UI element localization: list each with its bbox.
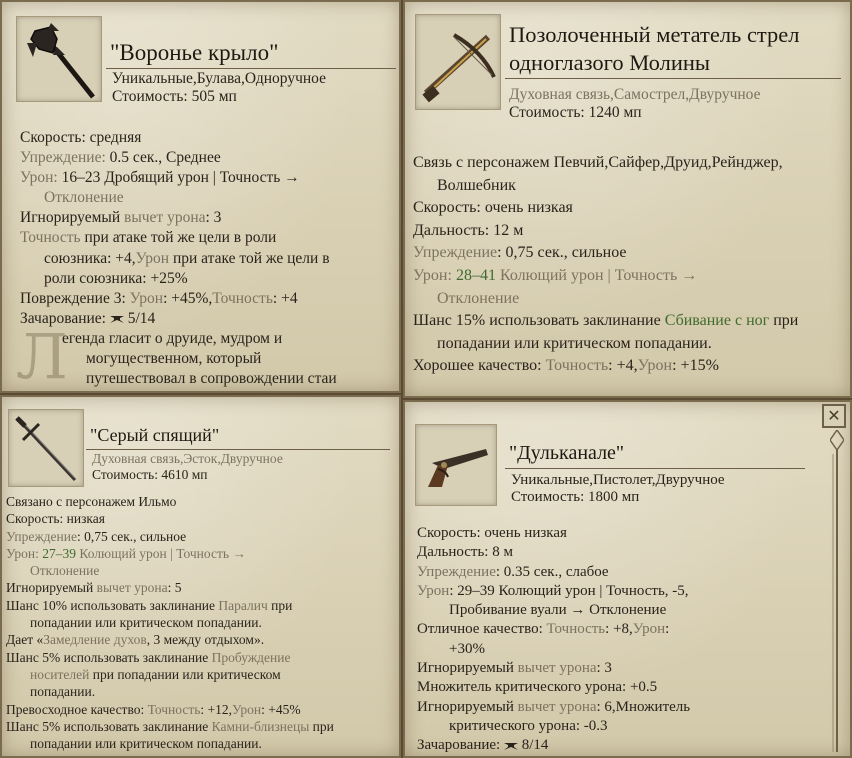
close-icon[interactable]: ✕ xyxy=(822,404,846,428)
item-icon-frame xyxy=(415,14,501,110)
item-icon-frame xyxy=(8,409,84,487)
stat-recovery: Упреждение: 0,75 сек., сильное xyxy=(6,528,187,544)
stat-spell-paralyze-cont: попадании или критическом попадании. xyxy=(30,615,262,631)
stat-enchantment: Зачарование: 5/14 xyxy=(20,309,156,327)
lore-line-1: егенда гласит о друиде, мудром и xyxy=(62,329,283,347)
stat-bound-to: Связь с персонажем Певчий,Сайфер,Друид,Рейнджер, xyxy=(413,154,783,171)
lore-line-3: путешествовал в сопровождении стаи xyxy=(86,370,337,388)
stat-damage-cont: Отклонение xyxy=(437,289,520,307)
stat-ignore-dr: Игнорируемый вычет урона: 3 xyxy=(20,209,222,227)
stat-spell-awaken-cont: носителей при попадании или критическом xyxy=(30,666,281,682)
stat-ignore-dr-2-cont: критического урона: -0.3 xyxy=(449,717,608,734)
stat-ally-damage-cont: роли союзника: +25% xyxy=(44,269,188,287)
lore-line-2: могущественном, который xyxy=(86,350,262,368)
stat-ally-accuracy-cont: союзника: +4,Урон при атаке той же цели в xyxy=(44,249,330,267)
stat-quality: Превосходное качество: Точность: +12,Урон: +45% xyxy=(6,701,301,717)
stat-grants: Дает «Замедление духов, 3 между отдыхом». xyxy=(6,632,265,648)
stat-damage-cont: Отклонение xyxy=(30,563,100,579)
item-tags: Уникальные,Булава,Одноручное xyxy=(112,70,326,87)
item-tags: Уникальные,Пистолет,Двуручное xyxy=(511,472,725,488)
stat-spell-twin-stones-cont: попадании или критическом попадании. xyxy=(30,736,262,752)
item-meta xyxy=(112,70,326,106)
stat-bound-to-cont: Волшебник xyxy=(437,176,516,194)
stat-recovery: Упреждение: 0,75 сек., сильное xyxy=(413,244,627,262)
stat-damage: Урон: 29–39 Колющий урон | Точность, -5, xyxy=(417,582,689,599)
item-stats xyxy=(417,524,837,756)
estoc-icon xyxy=(9,410,83,486)
stat-damage3: Повреждение 3: Урон: +45%,Точность: +4 xyxy=(20,289,298,307)
stat-crit-multiplier: Множитель критического урона: +0.5 xyxy=(417,679,658,696)
item-title: "Дульканале" xyxy=(509,442,625,464)
stat-speed: Скорость: очень низкая xyxy=(413,199,573,217)
stat-ignore-dr-2: Игнорируемый вычет урона: 6,Множитель xyxy=(417,698,691,715)
stat-speed: Скорость: очень низкая xyxy=(417,525,567,541)
item-tooltip-gilded-crossbow xyxy=(403,0,852,398)
stat-bound-to: Связано с персонажем Ильмо xyxy=(6,494,177,509)
crossbow-icon xyxy=(416,15,500,109)
stat-quality-cont: +30% xyxy=(449,640,485,657)
item-tags: Духовная связь,Самострел,Двуручное xyxy=(509,86,761,103)
stat-spell-twin-stones: Шанс 5% использовать заклинание Камни-близнецы при xyxy=(6,718,334,734)
stat-ignore-dr: Игнорируемый вычет урона: 5 xyxy=(6,580,182,596)
item-tooltip-raven-wing xyxy=(0,0,401,393)
stat-damage: Урон: 16–23 Дробящий урон | Точность → xyxy=(20,169,300,187)
stat-damage: Урон: 27–39 Колющий урон | Точность → xyxy=(6,545,246,561)
title-underline xyxy=(86,449,390,450)
stat-speed: Скорость: низкая xyxy=(6,511,105,527)
item-stats xyxy=(20,128,400,389)
item-stats xyxy=(6,493,401,752)
item-icon-frame xyxy=(415,424,497,506)
enchantment-icon xyxy=(504,741,518,751)
item-title-line1: Позолоченный метатель стрел xyxy=(509,22,800,47)
item-cost: Стоимость: 1800 мп xyxy=(511,489,640,506)
item-tags: Духовная связь,Эсток,Двуручное xyxy=(92,451,283,466)
item-tooltip-dulcanale xyxy=(403,400,852,758)
stat-spell-chance-cont: попадании или критическом попадании. xyxy=(437,334,712,352)
lore-drop-cap: Л xyxy=(16,320,68,393)
item-title: "Серый спящий" xyxy=(90,425,220,445)
stat-damage-cont: Пробивание вуали → Отклонение xyxy=(449,602,667,619)
title-underline xyxy=(106,68,396,69)
item-meta xyxy=(92,451,283,482)
pistol-icon xyxy=(416,425,496,505)
stat-spell-awaken: Шанс 5% использовать заклинание Пробуждение xyxy=(6,649,291,665)
item-meta xyxy=(511,472,725,507)
stat-enchantment: Зачарование: 8/14 xyxy=(417,737,549,754)
item-cost: Стоимость: 505 мп xyxy=(112,87,237,105)
item-icon-frame xyxy=(16,16,102,102)
item-title-line2: одноглазого Молины xyxy=(509,50,711,75)
item-meta xyxy=(509,86,760,122)
stat-ally-accuracy: Точность при атаке той же цели в роли xyxy=(20,229,277,247)
title-underline xyxy=(505,468,805,469)
stat-quality: Отличное качество: Точность: +8,Урон: xyxy=(417,621,670,638)
item-stats xyxy=(413,152,852,378)
stat-quality: Хорошее качество: Точность: +4,Урон: +15% xyxy=(413,357,719,375)
item-tooltip-grey-sleeper xyxy=(0,395,401,758)
stat-spell-paralyze: Шанс 10% использовать заклинание Паралич при xyxy=(6,597,293,613)
item-cost: Стоимость: 1240 мп xyxy=(509,103,642,121)
stat-spell-chance: Шанс 15% использовать заклинание Сбивание с ног при xyxy=(413,312,799,330)
stat-speed: Скорость: средняя xyxy=(20,129,142,146)
stat-recovery: Упреждение: 0.5 сек., Среднее xyxy=(20,149,221,167)
stat-recovery: Упреждение: 0.35 сек., слабое xyxy=(417,563,609,580)
stat-range: Дальность: 8 м xyxy=(417,544,513,561)
stat-range: Дальность: 12 м xyxy=(413,221,524,239)
stat-ignore-dr: Игнорируемый вычет урона: 3 xyxy=(417,660,612,677)
stat-damage: Урон: 28–41 Колющий урон | Точность → xyxy=(413,266,698,284)
stat-spell-awaken-cont2: попадании. xyxy=(30,684,96,700)
item-cost: Стоимость: 4610 мп xyxy=(92,466,208,482)
mace-icon xyxy=(17,17,101,101)
item-title: "Воронье крыло" xyxy=(110,40,279,65)
title-underline xyxy=(505,78,841,79)
stat-damage-cont: Отклонение xyxy=(44,189,124,207)
enchantment-icon xyxy=(110,314,124,324)
